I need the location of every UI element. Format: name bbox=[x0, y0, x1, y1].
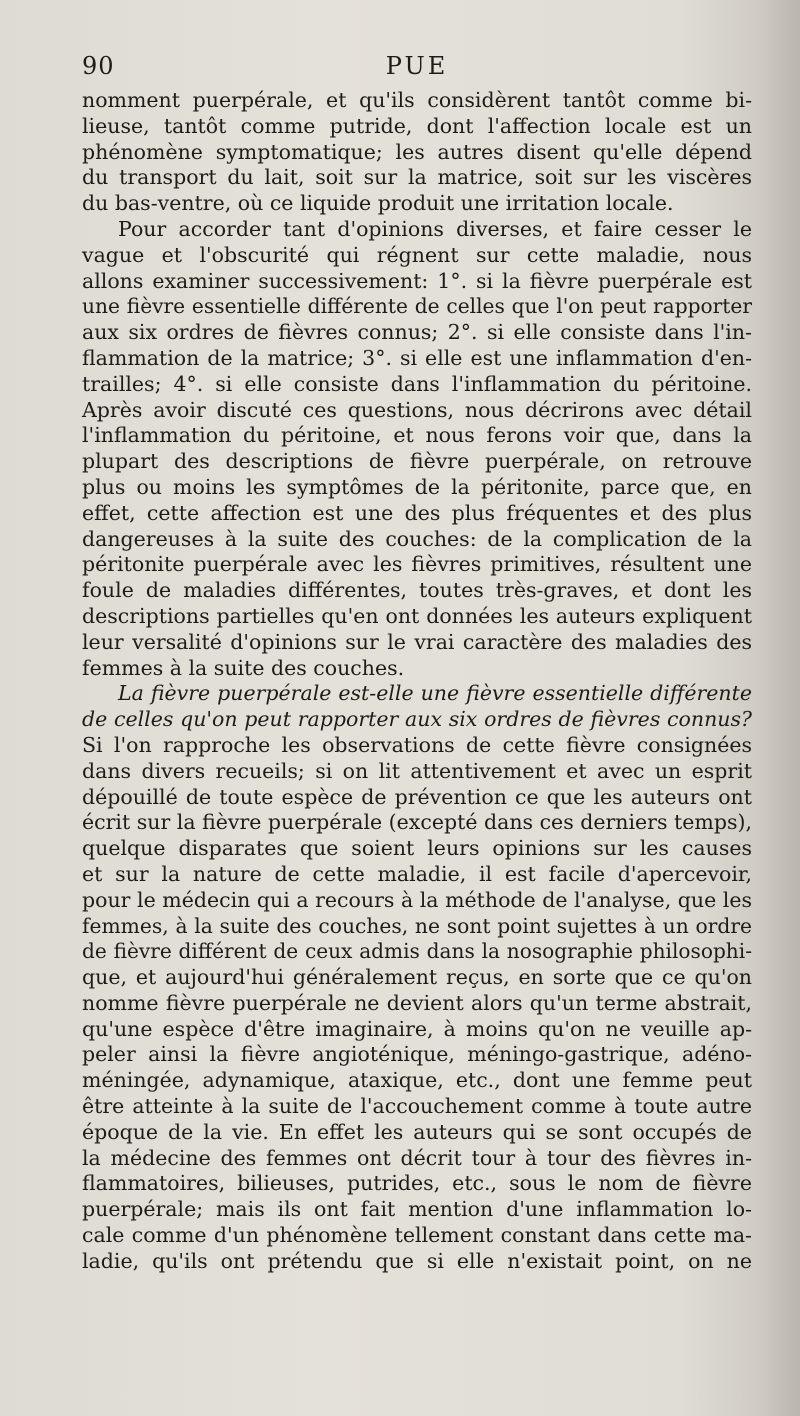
text-line: phénomène symptomatique; les autres disent qu'elle dépend bbox=[82, 139, 752, 164]
text-line: que, et aujourd'hui généralement reçus, en sorte que ce qu'on bbox=[82, 965, 752, 990]
page-header bbox=[82, 52, 752, 82]
text-line: leur versalité d'opinions sur le vrai caractère des maladies des bbox=[82, 629, 752, 654]
text-line: allons examiner successivement: 1°. si la fièvre puerpérale est bbox=[82, 268, 752, 293]
text-line: lieuse, tantôt comme putride, dont l'affection locale est un bbox=[82, 113, 752, 138]
text-line: être atteinte à la suite de l'accouchement comme à toute autre bbox=[82, 1094, 752, 1119]
text-line: nomme fièvre puerpérale ne devient alors qu'un terme abstrait, bbox=[82, 990, 752, 1015]
text-line: foule de maladies différentes, toutes très-graves, et dont les bbox=[82, 578, 752, 603]
text-line: Pour accorder tant d'opinions diverses, et faire cesser le bbox=[118, 216, 752, 241]
section-question-line: La fièvre puerpérale est-elle une fièvre essentielle différente bbox=[118, 681, 752, 706]
text-line: quelque disparates que soient leurs opinions sur les causes bbox=[82, 836, 752, 861]
text-line: la médecine des femmes ont décrit tour à tour des fièvres in- bbox=[82, 1145, 752, 1170]
section-question-line: de celles qu'on peut rapporter aux six ordres de fièvres connus? bbox=[82, 707, 752, 732]
text-line: peler ainsi la fièvre angioténique, méningo-gastrique, adéno- bbox=[82, 1042, 752, 1067]
text-line: descriptions partielles qu'en ont données les auteurs expliquent bbox=[82, 603, 752, 628]
text-line: effet, cette affection est une des plus fréquentes et des plus bbox=[82, 500, 752, 525]
text-line: du transport du lait, soit sur la matrice, soit sur les viscères bbox=[82, 165, 752, 190]
running-head: PUE bbox=[385, 52, 449, 80]
text-line: puerpérale; mais ils ont fait mention d'une inflammation lo- bbox=[82, 1197, 752, 1222]
text-line: cale comme d'un phénomène tellement constant dans cette ma- bbox=[82, 1223, 752, 1248]
text-line: péritonite puerpérale avec les fièvres primitives, résultent une bbox=[82, 552, 752, 577]
page-number: 90 bbox=[82, 52, 115, 80]
text-line: femmes, à la suite des couches, ne sont point sujettes à un ordre bbox=[82, 913, 752, 938]
text-line: dépouillé de toute espèce de prévention ce que les auteurs ont bbox=[82, 784, 752, 809]
text-line: trailles; 4°. si elle consiste dans l'inflammation du péritoine. bbox=[82, 371, 752, 396]
text-line: plupart des descriptions de fièvre puerpérale, on retrouve bbox=[82, 449, 752, 474]
text-line: l'inflammation du péritoine, et nous ferons voir que, dans la bbox=[82, 423, 752, 448]
text-line: et sur la nature de cette maladie, il est facile d'apercevoir, bbox=[82, 861, 752, 886]
text-line: méningée, adynamique, ataxique, etc., dont une femme peut bbox=[82, 1068, 752, 1093]
body-text bbox=[82, 88, 752, 1275]
text-line: écrit sur la fièvre puerpérale (excepté dans ces derniers temps), bbox=[82, 810, 752, 835]
text-line: Après avoir discuté ces questions, nous décrirons avec détail bbox=[82, 397, 752, 422]
text-line: dans divers recueils; si on lit attentivement et avec un esprit bbox=[82, 758, 752, 783]
text-line: du bas-ventre, où ce liquide produit une irritation locale. bbox=[82, 191, 674, 216]
text-line: dangereuses à la suite des couches: de la complication de la bbox=[82, 526, 752, 551]
text-line: vague et l'obscurité qui régnent sur cette maladie, nous bbox=[82, 242, 752, 267]
text-line: une fièvre essentielle différente de celles que l'on peut rapporter bbox=[82, 294, 752, 319]
text-line: qu'une espèce d'être imaginaire, à moins qu'on ne veuille ap- bbox=[82, 1016, 752, 1041]
text-line: femmes à la suite des couches. bbox=[82, 655, 405, 680]
text-line: aux six ordres de fièvres connus; 2°. si elle consiste dans l'in- bbox=[82, 320, 752, 345]
text-line: plus ou moins les symptômes de la péritonite, parce que, en bbox=[82, 474, 752, 499]
text-line: Si l'on rapproche les observations de cette fièvre consignées bbox=[82, 732, 752, 757]
text-line: époque de la vie. En effet les auteurs qui se sont occupés de bbox=[82, 1119, 752, 1144]
text-line: flammation de la matrice; 3°. si elle est une inflammation d'en- bbox=[82, 345, 752, 370]
text-line: nomment puerpérale, et qu'ils considèrent tantôt comme bi- bbox=[82, 88, 752, 112]
text-line: ladie, qu'ils ont prétendu que si elle n'existait point, on ne bbox=[82, 1248, 752, 1273]
text-line: flammatoires, bilieuses, putrides, etc., sous le nom de fièvre bbox=[82, 1171, 752, 1196]
text-line: pour le médecin qui a recours à la méthode de l'analyse, que les bbox=[82, 887, 752, 912]
text-line: de fièvre différent de ceux admis dans la nosographie philosophi- bbox=[82, 939, 752, 964]
